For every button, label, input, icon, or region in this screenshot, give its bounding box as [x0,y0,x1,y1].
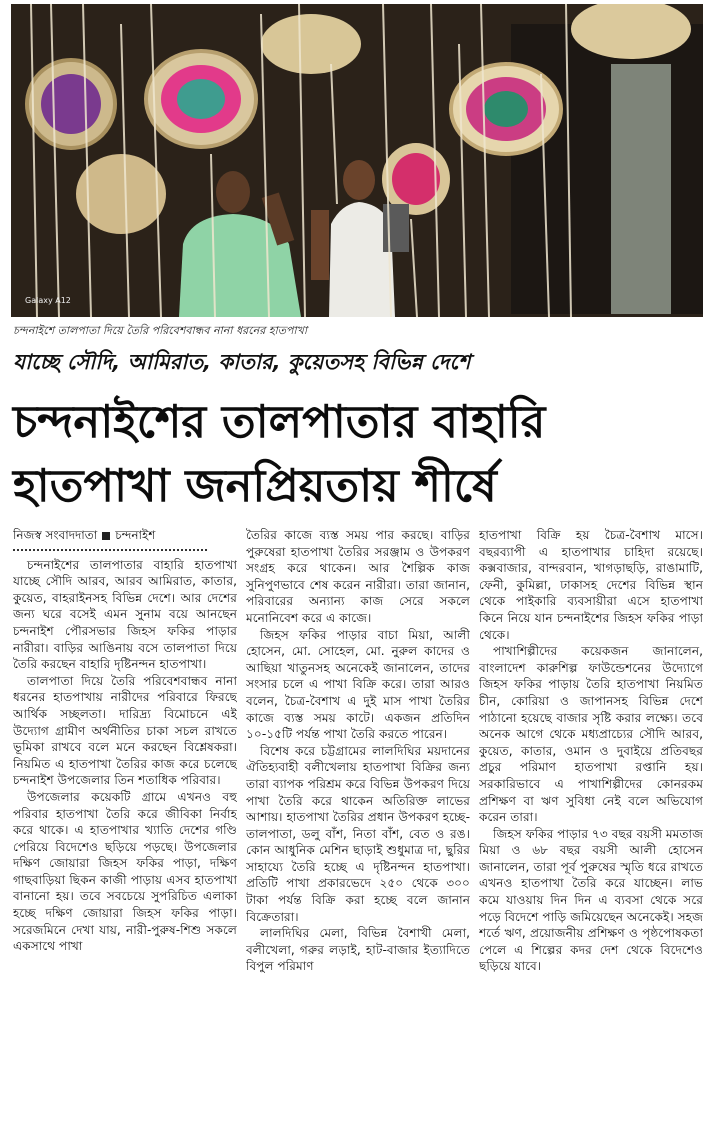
paragraph: উপজেলার কয়েকটি গ্রামে এখনও বহু পরিবার হাতপাখা তৈরি করে জীবিকা নির্বাহ করে থাকে। এ হাতপাখার খ্যাতি দেশের গণ্ডি পেরিয়ে বিদেশেও ছড়িয়ে পড়ছে। উপজেলার দক্ষিণ জোয়ারা জিহস ফকির পাড়া, দক্ষিণ গাছবাড়িয়া ছিকন কাজী পাড়ায় এসব হাতপাখা বানানো হয়। তবে সবচেয়ে সুপরিচিত এলাকা হচ্ছে দক্ষিণ জোয়ারা জিহস ফকির পাড়া। সরেজমিনে দেখা যায়, নারী-পুরুষ-শিশু সকলে একসাথে পাখা [13,789,237,954]
article-column-1 [13,527,237,1117]
headline-line-2: হাতপাখা জনপ্রিয়তায় শীর্ষে [13,459,497,512]
square-bullet-icon [102,532,110,540]
paragraph: তৈরির কাজে ব্যস্ত সময় পার করছে। বাড়ির পুরুষেরা হাতপাখা তৈরির সরঞ্জাম ও উপকরণ সংগ্রহ করে থাকেন। আর শৈল্পিক কাজ সুনিপুণভাবে শেষ করেন নারীরা। তারা জানান, পরিবারের অন্যান্য কাজ সেরে সকলে মনোনিবেশ করে এ কাজে। [246,528,470,625]
subheadline: যাচ্ছে সৌদি, আমিরাত, কাতার, কুয়েতসহ বিভিন্ন দেশে [13,350,471,374]
camera-watermark: Galaxy A12 [25,296,71,305]
photo-caption: চন্দনাইশে তালপাতা দিয়ে তৈরি পরিবেশবান্ধব নানা ধরনের হাতপাখা [13,324,308,337]
paragraph: তালপাতা দিয়ে তৈরি পরিবেশবান্ধব নানা ধরনের হাতপাখায় নারীদের পরিবারে ফিরছে আর্থিক সচ্ছলতা। দারিদ্র্য বিমোচনে এই উদ্যোগ গ্রামীণ অর্থনীতির চাকা সচল রাখতে ভূমিকা রাখবে বলে মনে করছেন বিশ্লেষকরা। নিয়মিত এ হাতপাখা তৈরির কাজ করে চলেছে চন্দনাইশ উপজেলার তিন শতাধিক পরিবার। [13,673,237,788]
paragraph: জিহস ফকির পাড়ার ৭৩ বছর বয়সী মমতাজ মিয়া ও ৬৮ বছর বয়সী আলী হোসেন জানালেন, তারা পূর্ব পুরুষের স্মৃতি ধরে রাখতে এখনও হাতপাখা তৈরি করে যাচ্ছেন। লাভ কমে যাওয়ায় দিন দিন এ ব্যবসা থেকে সরে পড়ে বিদেশে পাড়ি জমিয়েছেন অনেকেই। সহজ শর্তে ঋণ, প্রয়োজনীয় প্রশিক্ষণ ও পৃষ্ঠপোষকতা পেলে এ শিল্পের কদর দেশ থেকে বিদেশেও ছড়িয়ে যাবে। [479,826,703,974]
news-photo [11,4,703,317]
paragraph: হাতপাখা বিক্রি হয় চৈত্র-বৈশাখ মাসে। বছরব্যাপী এ হাতপাখার চাহিদা রয়েছে। কক্সবাজার, বান্দরবান, খাগড়াছড়ি, রাঙামাটি, ফেনী, কুমিল্লা, ঢাকাসহ দেশের বিভিন্ন স্থান থেকে পাইকারি ব্যবসায়ীরা এসে হাতপাখা কিনে নিয়ে যান চন্দনাইশের জিহস ফকির পাড়া থেকে। [479,528,703,642]
paragraph: বিশেষ করে চট্টগ্রামের লালদিঘির ময়দানের ঐতিহ্যবাহী বলীখেলায় হাতপাখা বিক্রির জন্য তারা ব্যাপক পরিশ্রম করে বিভিন্ন উপকরণ দিয়ে পাখা তৈরি করে থাকেন অতিরিক্ত লাভের আশায়। হাতপাখা তৈরির প্রধান উপকরণ হচ্ছে- তালপাতা, ডলু বাঁশ, নিতা বাঁশ, বেত ও রঙ। কোন আধুনিক মেশিন ছাড়াই শুধুমাত্র দা, ছুরির সাহায্যে তৈরি হচ্ছে এ দৃষ্টিনন্দন হাতপাখা। প্রতিটি পাখা প্রকারভেদে ২৫০ থেকে ৩০০ টাকা পর্যন্ত বিক্রি করা হচ্ছে বলে জানান বিক্রেতারা। [246,743,470,924]
byline [13,527,237,544]
paragraph: পাখাশিল্পীদের কয়েকজন জানালেন, বাংলাদেশ কারুশিল্প ফাউন্ডেশনের উদ্যোগে জিহস ফকির পাড়ায় তৈরি হাতপাখা নিয়মিত চীন, কোরিয়া ও জাপানসহ বিভিন্ন দেশে পাঠানো হয়েছে বাজার সৃষ্টি করার লক্ষ্যে। তবে অনেক আগে থেকে মধ্যপ্রাচ্যের সৌদি আরব, কুয়েত, কাতার, ওমান ও দুবাইয়ে প্রতিবছর প্রচুর পরিমাণ হাতপাখা রপ্তানি হয়। সরকারিভাবে এ পাখাশিল্পীদের কোনরকম প্রশিক্ষণ বা ঋণ সুবিধা নেই বলে অভিযোগ করেন তারা। [479,644,703,825]
headline-line-1: চন্দনাইশের তালপাতার বাহারি [13,395,546,448]
byline-divider [13,547,207,551]
article-column-3 [479,527,703,1117]
article-column-2 [246,527,470,1117]
paragraph: চন্দনাইশের তালপাতার বাহারি হাতপাখা যাচ্ছে সৌদি আরব, আরব আমিরাত, কাতার, কুয়েত, বাহরাইনসহ বিভিন্ন দেশে। আর দেশের জন্য ঘরে বসেই এমন সুনাম বয়ে আনছেন চন্দনাইশ পৌরসভার জিহস ফকির পাড়ার নারীরা। বাড়ির আঙিনায় বসে তালপাতা দিয়ে তৈরি করছেন বাহারি দৃষ্টিনন্দন হাতপাখা। [13,557,237,672]
paragraph: জিহস ফকির পাড়ার বাচা মিয়া, আলী হোসেন, মো. সোহেল, মো. নুরুল কাদের ও আছিয়া খাতুনসহ অনেকেই জানালেন, তাদের সংসার চলে এ পাখা বিক্রি করে। তারা আরও বলেন, চৈত্র-বৈশাখ এ দুই মাস পাখা তৈরির কাজে ব্যস্ত সময় কাটে। একজন প্রতিদিন ১০-১৫টি পর্যন্ত পাখা তৈরি করতে পারেন। [246,627,470,742]
paragraph: লালদিঘির মেলা, বিভিন্ন বৈশাখী মেলা, বলীখেলা, গরুর লড়াই, হাট-বাজার ইত্যাদিতে বিপুল পরিমাণ [246,926,470,974]
byline-place: চন্দনাইশ [115,528,156,542]
photo-illustration [11,4,703,317]
headline [13,390,703,518]
byline-reporter: নিজস্ব সংবাদদাতা [13,528,98,542]
article-body [13,527,703,1117]
